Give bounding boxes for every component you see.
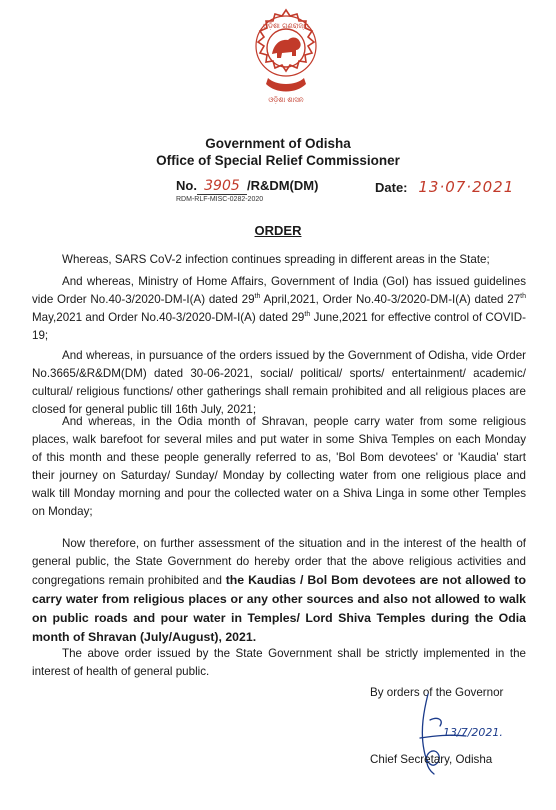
- p2-sup-1: th: [254, 293, 261, 301]
- paragraph-4: [32, 413, 526, 521]
- date-label: Date:: [375, 180, 408, 195]
- p2-sup-3: th: [304, 311, 311, 319]
- p2-text-b: April,2021, Order No.40-3/2020-DM-I(A) dated 27: [260, 293, 521, 306]
- odisha-government-emblem: [244, 6, 328, 106]
- by-orders-line: By orders of the Governor: [370, 686, 504, 699]
- p2-text-c: May,2021 and Order No.40-3/2020-DM-I(A) dated 29: [32, 311, 305, 324]
- header-office: Office of Special Relief Commissioner: [156, 153, 400, 168]
- p2-text-d: June,2021 for effective control of COVID-19;: [32, 311, 526, 342]
- paragraph-1: [32, 251, 526, 269]
- paragraph-3-text: And whereas, in pursuance of the orders issued by the Government of Odisha, vide Order No.3665/&R&DM(DM) dated 30-06-2021, social/ political/ sports/ entertainment/ academic/ cultural/ religious functions/ other gatherings shall remain prohibited and all religious places are closed for general public till 16th July, 2021;: [32, 349, 526, 416]
- paragraph-6-text: The above order issued by the State Government shall be strictly implemented in the interest of health of general public.: [32, 647, 526, 678]
- paragraph-5-text: Now therefore, on further assessment of the situation and in the interest of the health of general public, the State Government do hereby order that the above religious activities and congregations remain prohibited and: [32, 537, 526, 587]
- paragraph-6: [32, 645, 526, 681]
- order-number-label: No.: [176, 178, 197, 193]
- p2-sup-2: th: [520, 293, 526, 301]
- paragraph-2: [32, 273, 526, 345]
- order-date: [375, 178, 514, 196]
- svg-text:ଓଡ଼ିଶା ଶାସନ: ଓଡ଼ିଶା ଶାସନ: [268, 96, 304, 104]
- order-number-value: 3905: [204, 178, 240, 194]
- emblem-icon: [244, 6, 328, 106]
- paragraph-4-text: And whereas, in the Odia month of Shravan, people carry water from some religious places, walk barefoot for several miles and put water in some Shiva Temples on each Monday of this month and these people generally referred to as, 'Bol Bom devotees' or 'Kaudia' start their journey on Saturday/ Sunday/ Monday by collecting water from one religious place and walk till Monday morning and pour the collected water on a Shiva Linga in some other Temples on Monday;: [32, 415, 526, 518]
- order-title: ORDER: [254, 223, 302, 238]
- paragraph-5: [32, 535, 526, 647]
- order-number: [176, 178, 318, 195]
- header-government: Government of Odisha: [205, 136, 351, 151]
- signature-date: 13/7/2021.: [443, 726, 503, 739]
- svg-text:ଓଡ଼ିଶା ଗଣରାଜ୍ୟ: ଓଡ଼ିଶା ଗଣରାଜ୍ୟ: [263, 22, 309, 30]
- paragraph-3: [32, 347, 526, 419]
- file-reference: RDM-RLF-MISC-0282-2020: [176, 196, 264, 203]
- designation: Chief Secretary, Odisha: [370, 753, 493, 766]
- paragraph-5-bold-text: the Kaudias / Bol Bom devotees are not allowed to carry water from religious places or any other sources and also not allowed to walk on public roads and pour water in Temples/ Lord Shiva Temples during the Odia month of Shravan (July/August), 2021.: [32, 573, 526, 644]
- order-number-suffix: /R&DM(DM): [246, 178, 319, 193]
- p2-text-a: And whereas, Ministry of Home Affairs, Government of India (GoI) has issued guidelines vide Order No.40-3/2020-DM-I(A) dated 29: [32, 275, 526, 306]
- date-value: 13·07·2021: [418, 178, 515, 196]
- paragraph-1-text: Whereas, SARS CoV-2 infection continues spreading in different areas in the State;: [62, 253, 490, 266]
